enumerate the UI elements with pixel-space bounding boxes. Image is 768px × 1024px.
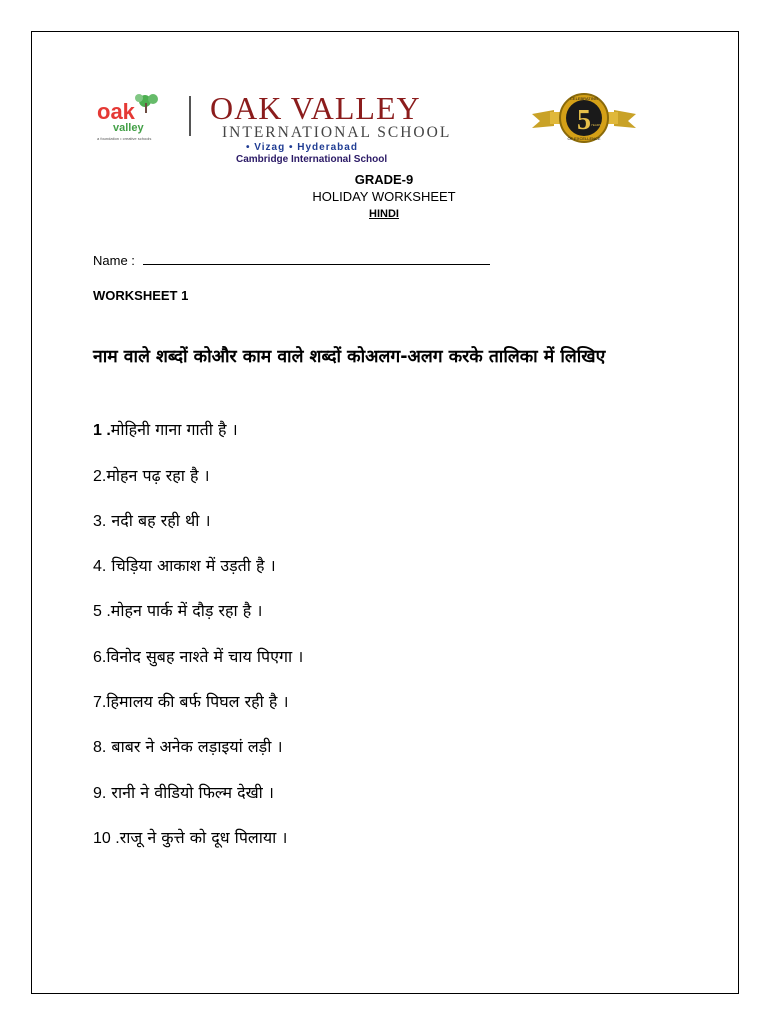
five-years-badge [530,92,638,144]
item-text: मोहिनी गाना गाती है । [110,420,238,439]
name-label: Name : [93,253,135,268]
list-item [93,781,274,803]
item-number: 2. [93,468,107,485]
list-item [93,554,276,576]
list-item [93,599,262,621]
item-number: 8. [93,739,107,756]
worksheet-type: HOLIDAY WORKSHEET [312,189,456,204]
name-field-line[interactable] [143,252,490,265]
badge-text-bottom: OF EXCELLENCE [567,136,601,141]
school-header [210,92,522,166]
list-item [93,418,238,440]
subject-label: HINDI [369,208,399,220]
instruction-text: नाम वाले शब्दों कोऔर काम वाले शब्दों कोअलग-अलग करके तालिका में लिखिए [93,347,606,367]
item-text: चिड़िया आकाश में उड़ती है । [106,556,276,575]
school-cities: • Vizag • Hyderabad [246,142,358,153]
list-item [93,826,287,848]
worksheet-title: WORKSHEET 1 [93,288,189,303]
item-text: मोहन पढ़ रहा है । [106,466,210,485]
item-text: मोहन पार्क में दौड़ रहा है । [110,601,263,620]
item-number: 9. [93,785,107,802]
list-item [93,509,211,531]
item-number: 6. [93,649,107,666]
item-text: नदी बह रही थी । [106,511,211,530]
grade-label: GRADE-9 [354,172,414,187]
cambridge-label: Cambridge International School [236,154,388,165]
item-number: 10 . [93,830,120,847]
school-subtitle: INTERNATIONAL SCHOOL [222,124,452,141]
item-number: 3. [93,513,107,530]
item-number: 4. [93,558,107,575]
item-text: राजू ने कुत्ते को दूध पिलाया । [119,828,288,847]
badge-years: YEARS [590,123,602,127]
oak-valley-logo [95,93,175,143]
logo-oak-text: oak [97,99,135,124]
tree-icon [135,94,158,113]
item-number: 1 . [93,422,111,439]
school-name: OAK VALLEY [210,90,421,126]
badge-text-top: CELEBRATING [570,96,598,101]
logo-tagline: a foundation • creative schools [97,136,152,141]
item-text: बाबर ने अनेक लड़ाइयां लड़ी । [106,737,283,756]
list-item [93,464,210,486]
badge-number: 5 [577,105,591,136]
list-item [93,735,283,757]
name-row [93,252,490,268]
item-text: रानी ने वीडियो फिल्म देखी । [106,783,274,802]
header-separator [189,96,191,136]
item-number: 5 . [93,603,111,620]
item-number: 7. [93,694,107,711]
list-item [93,645,303,667]
list-item [93,690,289,712]
logo-valley-text: valley [113,122,144,134]
item-text: विनोद सुबह नाश्ते में चाय पिएगा । [106,647,304,666]
item-text: हिमालय की बर्फ पिघल रही है । [106,692,289,711]
